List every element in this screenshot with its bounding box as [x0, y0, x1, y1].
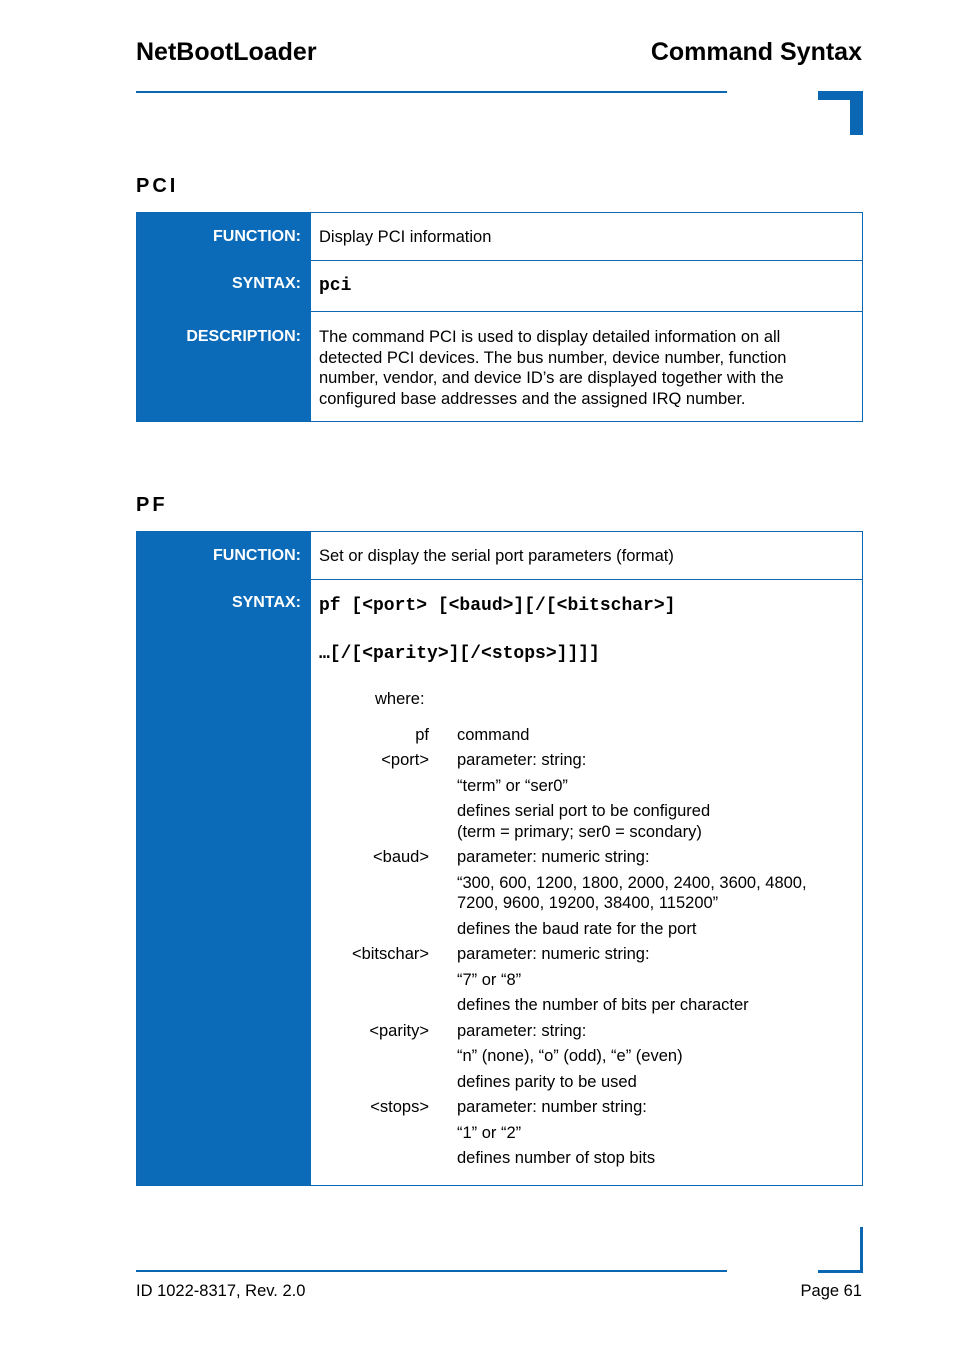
param-desc-line: “n” (none), “o” (odd), “e” (even): [457, 1047, 683, 1065]
param-desc-line: “300, 600, 1200, 1800, 2000, 2400, 3600, 4800,: [457, 873, 807, 892]
section-title-pf: PF: [136, 494, 168, 516]
param-key: pf: [415, 725, 429, 744]
param-desc-line: parameter: numeric string:: [457, 945, 650, 963]
param-desc-line: “7” or “8”: [457, 970, 522, 989]
pf-command-table: [136, 531, 863, 1186]
param-key: <baud>: [373, 848, 429, 866]
pci-command-table: [136, 212, 863, 422]
header-left-title: NetBootLoader: [136, 38, 317, 66]
param-desc-line: command: [457, 725, 530, 744]
pf-syntax-label: SYNTAX:: [137, 580, 311, 1185]
param-desc-line: defines serial port to be configured: [457, 802, 711, 820]
param-desc-line: defines the number of bits per character: [457, 996, 749, 1014]
pci-description-line: configured base addresses and the assigned IRQ number.: [319, 389, 746, 408]
pf-function-label: FUNCTION:: [137, 532, 311, 580]
pf-parameter-list: [319, 725, 852, 1169]
param-key: <parity>: [369, 1021, 429, 1040]
param-desc: [457, 750, 852, 842]
section-title-pci: PCI: [136, 175, 179, 197]
header-rule: [136, 91, 727, 93]
pf-syntax-line: pf [<port> [<baud>][/[<bitschar>]: [319, 596, 676, 616]
param-desc: [457, 1021, 852, 1093]
param-desc-line: “1” or “2”: [457, 1123, 522, 1142]
pci-function-label: FUNCTION:: [137, 213, 311, 261]
footer-page-number: Page 61: [800, 1282, 862, 1300]
pci-function-value: Display PCI information: [311, 213, 862, 261]
param-desc-line: parameter: string:: [457, 1021, 587, 1040]
pci-description-line: detected PCI devices. The bus number, device number, function: [319, 348, 787, 367]
param-desc-line: parameter: numeric string:: [457, 848, 650, 866]
param-desc: [457, 725, 852, 746]
param-desc-line: parameter: string:: [457, 751, 587, 769]
pci-description-label: DESCRIPTION:: [137, 312, 311, 421]
pci-description-line: number, vendor, and device ID’s are displayed together with the: [319, 369, 784, 387]
param-desc: [457, 944, 852, 1016]
param-desc: [457, 1097, 852, 1169]
param-desc-line: defines number of stop bits: [457, 1149, 656, 1167]
pci-description-line: The command PCI is used to display detailed information on all: [319, 328, 781, 346]
pf-where-label: where:: [375, 690, 425, 708]
param-desc-line: parameter: number string:: [457, 1098, 647, 1116]
param-desc-line: defines the baud rate for the port: [457, 919, 697, 938]
param-key: <stops>: [370, 1098, 429, 1116]
param-desc-line: “term” or “ser0”: [457, 776, 568, 795]
pf-syntax-line: …[/[<parity>][/<stops>]]]]: [319, 643, 600, 664]
param-desc-line: defines parity to be used: [457, 1072, 637, 1091]
header-right-title: Command Syntax: [650, 38, 862, 66]
pci-syntax-value: pci: [311, 261, 862, 312]
param-key: <port>: [381, 751, 429, 769]
pf-function-value: Set or display the serial port parameters (format): [311, 532, 862, 580]
pci-description-value: [311, 312, 862, 421]
pf-syntax-value: [311, 580, 862, 1185]
param-desc-line: (term = primary; ser0 = scondary): [457, 822, 702, 841]
param-desc: [457, 847, 852, 939]
pci-syntax-label: SYNTAX:: [137, 261, 311, 312]
footer-doc-id: ID 1022-8317, Rev. 2.0: [136, 1282, 306, 1300]
param-key: <bitschar>: [351, 945, 429, 963]
param-desc-line: 7200, 9600, 19200, 38400, 115200”: [457, 894, 719, 912]
footer-rule: [136, 1270, 727, 1272]
